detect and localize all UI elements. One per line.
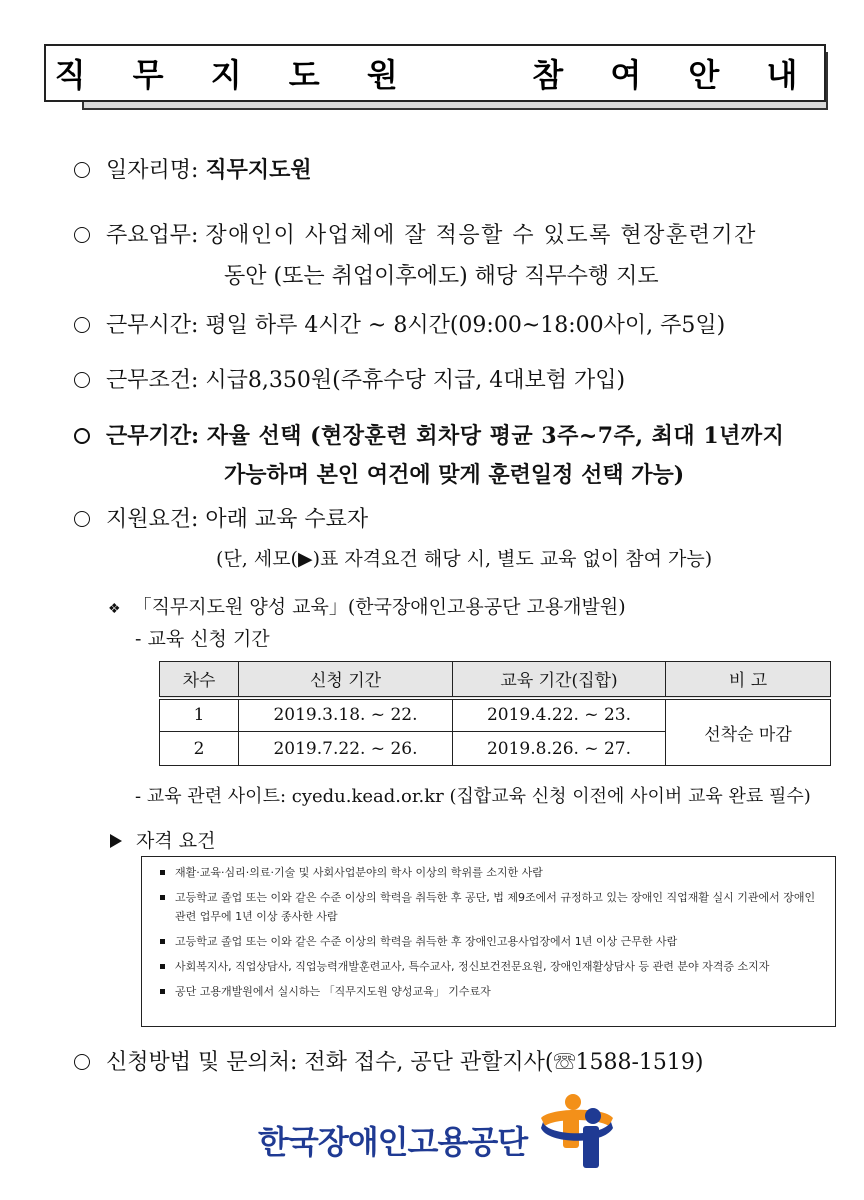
item-label: 주요업무: bbox=[106, 223, 199, 248]
qualification-text: 공단 고용개발원에서 실시하는 「직무지도원 양성교육」 기수료자 bbox=[175, 985, 491, 998]
item-label: 지원요건: bbox=[106, 507, 199, 532]
period-line1: 자율 선택 (현장훈련 회차당 평균 3주~7주, 최대 1년까지 bbox=[206, 423, 785, 449]
circle-bullet-icon bbox=[74, 511, 90, 527]
requirements-line2: (단, 세모(▶)표 자격요건 해당 시, 별도 교육 없이 참여 가능) bbox=[216, 548, 713, 570]
item-duties bbox=[74, 221, 757, 251]
circle-bullet-icon bbox=[74, 162, 90, 178]
organization-logo bbox=[258, 1092, 617, 1170]
cell-apply-period: 2019.3.18. ~ 22. bbox=[239, 698, 453, 732]
list-item bbox=[156, 957, 825, 976]
item-label: 근무기간: bbox=[106, 423, 200, 449]
cell-round: 1 bbox=[160, 698, 239, 732]
item-job-name bbox=[74, 156, 312, 186]
item-contact bbox=[74, 1045, 704, 1076]
qualification-text: 고등학교 졸업 또는 이와 같은 수준 이상의 학력을 취득한 후 공단, 법 제9조에서 규정하고 있는 장애인 직업재활 실시 기관에서 장애인 관련 업무에 1년 이상 종사한 사람 bbox=[175, 891, 816, 923]
table-header-row bbox=[160, 662, 831, 698]
list-item bbox=[156, 932, 825, 951]
table-row bbox=[160, 698, 831, 732]
col-header: 비 고 bbox=[666, 662, 831, 698]
cell-edu-period: 2019.8.26. ~ 27. bbox=[453, 732, 666, 766]
circle-bullet-icon bbox=[74, 428, 90, 444]
col-header: 차수 bbox=[160, 662, 239, 698]
circle-bullet-icon bbox=[74, 372, 90, 388]
duties-line2: 동안 (또는 취업이후에도) 해당 직무수행 지도 bbox=[224, 264, 659, 289]
square-bullet-icon bbox=[160, 870, 165, 875]
training-heading bbox=[108, 592, 626, 619]
logo-text: 한국장애인고용공단 bbox=[258, 1123, 528, 1161]
square-bullet-icon bbox=[160, 964, 165, 969]
item-requirements bbox=[74, 505, 368, 535]
requirements-line1: 아래 교육 수료자 bbox=[205, 507, 369, 532]
title-box bbox=[44, 44, 826, 102]
cell-apply-period: 2019.7.22. ~ 26. bbox=[239, 732, 453, 766]
circle-bullet-icon bbox=[74, 227, 90, 243]
circle-bullet-icon bbox=[74, 1054, 90, 1070]
training-site: - 교육 관련 사이트: cyedu.kead.or.kr (집합교육 신청 이전에 사이버 교육 완료 필수) bbox=[135, 786, 811, 807]
qualification-text: 고등학교 졸업 또는 이와 같은 수준 이상의 학력을 취득한 후 장애인고용사업장에서 1년 이상 근무한 사람 bbox=[175, 935, 678, 948]
item-period bbox=[74, 421, 784, 451]
item-conditions bbox=[74, 366, 625, 396]
schedule-table bbox=[159, 661, 831, 766]
col-header: 교육 기간(집합) bbox=[453, 662, 666, 698]
qualifications-heading bbox=[110, 826, 215, 853]
list-item bbox=[156, 982, 825, 1001]
item-label: 일자리명: bbox=[106, 158, 199, 183]
item-label: 근무시간: bbox=[106, 313, 199, 338]
item-label: 근무조건: bbox=[106, 368, 199, 393]
item-label: 신청방법 및 문의처: bbox=[106, 1050, 298, 1075]
cell-note: 선착순 마감 bbox=[666, 698, 831, 766]
list-item bbox=[156, 888, 825, 926]
training-period-label: - 교육 신청 기간 bbox=[135, 628, 270, 650]
period-line2: 가능하며 본인 여건에 맞게 훈련일정 선택 가능) bbox=[224, 462, 685, 488]
cell-round: 2 bbox=[160, 732, 239, 766]
kead-logo-icon bbox=[537, 1092, 617, 1170]
qualification-text: 재활·교육·심리·의료·기술 및 사회사업분야의 학사 이상의 학위를 소지한 사람 bbox=[175, 866, 543, 879]
square-bullet-icon bbox=[160, 939, 165, 944]
qualifications-title: 자격 요건 bbox=[136, 830, 216, 852]
duties-line1: 장애인이 사업체에 잘 적응할 수 있도록 현장훈련기간 bbox=[205, 223, 757, 248]
page-title: 직 무 지 도 원 참 여 안 내 bbox=[54, 56, 816, 94]
qualification-text: 사회복지사, 직업상담사, 직업능력개발훈련교사, 특수교사, 정신보건전문요원, 장애인재활상담사 등 관련 분야 자격증 소지자 bbox=[175, 960, 770, 973]
training-title: 「직무지도원 양성 교육」(한국장애인고용공단 고용개발원) bbox=[132, 596, 626, 618]
title-banner bbox=[44, 44, 830, 106]
diamond-bullet-icon: ❖ bbox=[108, 601, 121, 617]
job-name-value: 직무지도원 bbox=[205, 158, 312, 183]
triangle-bullet-icon bbox=[110, 834, 122, 848]
item-hours bbox=[74, 311, 725, 341]
hours-value: 평일 하루 4시간 ~ 8시간(09:00~18:00사이, 주5일) bbox=[205, 313, 726, 338]
square-bullet-icon bbox=[160, 989, 165, 994]
qualifications-box bbox=[141, 856, 836, 1027]
cell-edu-period: 2019.4.22. ~ 23. bbox=[453, 698, 666, 732]
square-bullet-icon bbox=[160, 895, 165, 900]
conditions-value: 시급8,350원(주휴수당 지급, 4대보험 가입) bbox=[205, 368, 626, 393]
col-header: 신청 기간 bbox=[239, 662, 453, 698]
circle-bullet-icon bbox=[74, 317, 90, 333]
contact-value: 전화 접수, 공단 관할지사(☏1588-1519) bbox=[304, 1050, 704, 1075]
list-item bbox=[156, 863, 825, 882]
